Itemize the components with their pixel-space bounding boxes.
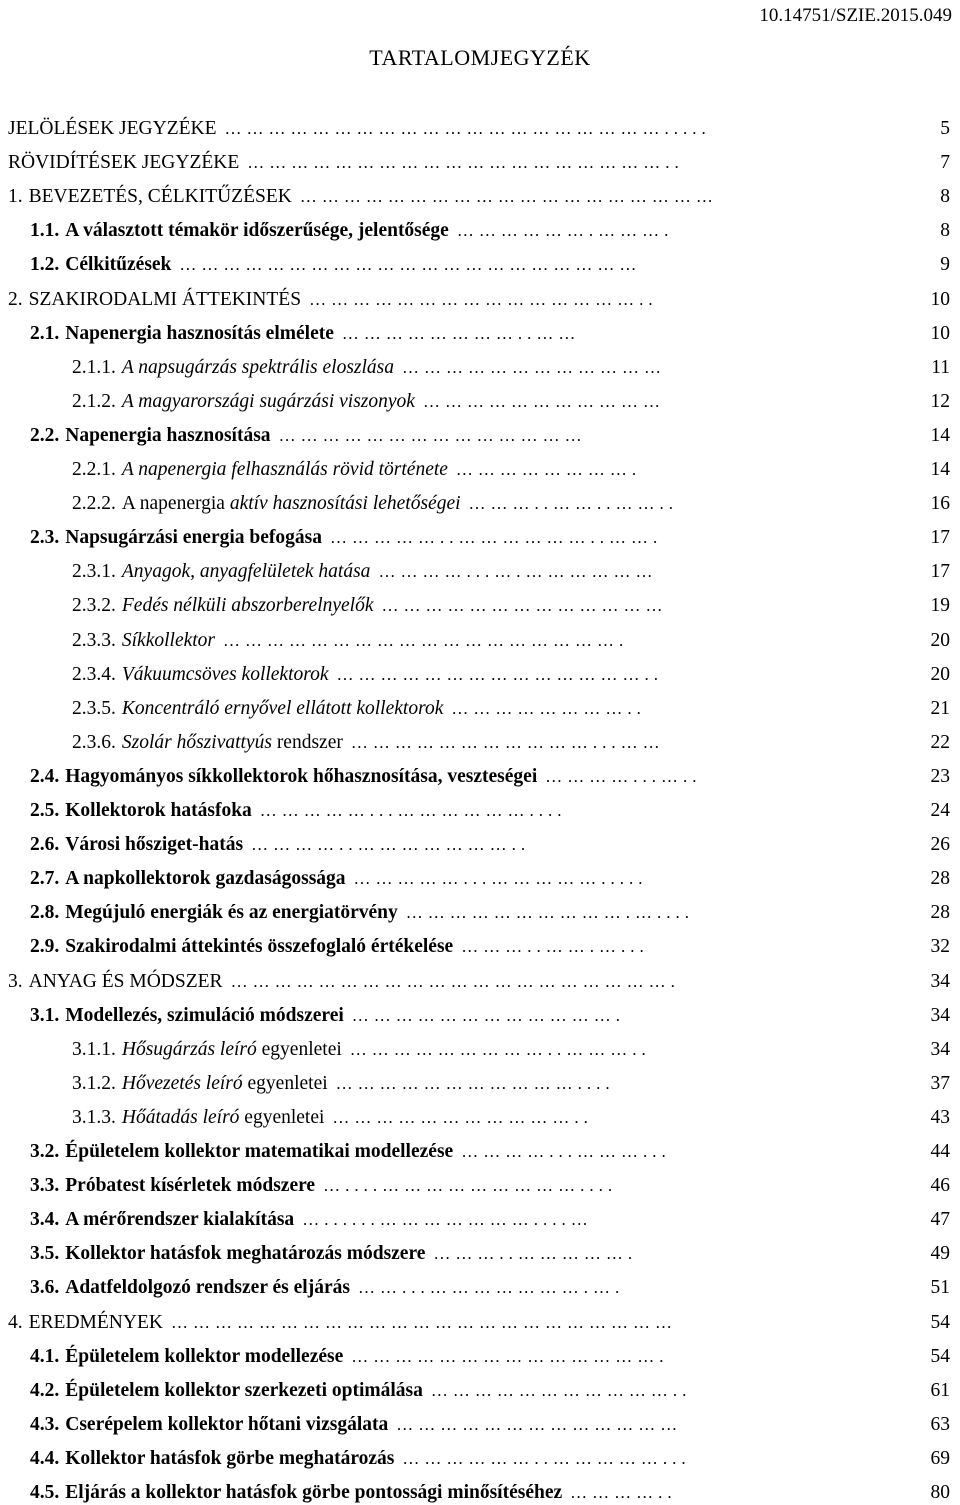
toc-entry — [72, 560, 950, 584]
toc-entry-title — [65, 1004, 344, 1028]
toc-entry-title — [65, 833, 243, 857]
toc-entry-leader: ……………….………. — [456, 221, 674, 241]
toc-entry-leader: ………………………………………………… — [299, 187, 718, 207]
toc-entry-title-text: Hősugárzás leíró — [121, 1038, 257, 1060]
toc-entry-title-text: Napsugárzási energia befogása — [65, 527, 322, 549]
toc-entry — [30, 799, 950, 823]
toc-entry — [72, 663, 950, 687]
toc-entry-title-text: Hőátadás leíró — [121, 1106, 240, 1128]
toc-entry-page: 63 — [930, 1413, 950, 1435]
toc-entry — [72, 356, 950, 380]
toc-entry-title-text: Kollektorok hatásfoka — [65, 800, 252, 821]
toc-entry-page: 37 — [930, 1072, 950, 1094]
toc-entry-page: 54 — [930, 1311, 950, 1333]
toc-entry-title-text: Síkkollektor — [121, 629, 216, 651]
toc-entry-leader: ……………………………………………………… — [179, 255, 642, 275]
toc-entry-leader: ……………………………… — [402, 357, 666, 377]
toc-entry-title-text: Épületelem kollektor modellezése — [65, 1345, 344, 1367]
toc-entry-title-text: SZAKIRODALMI ÁTTEKINTÉS — [28, 288, 302, 310]
toc-entry-title-text: Hagyományos síkkollektorok hőhasznosítása, veszteségei — [65, 765, 538, 787]
toc-entry-page: 20 — [930, 663, 950, 685]
toc-entry-title-text: Modellezés, szimuláció módszerei — [65, 1004, 344, 1026]
toc-entry-title-text: Napenergia hasznosítása — [65, 424, 271, 446]
toc-entry-title-text: Szolár hőszivattyús — [121, 731, 272, 753]
toc-entry — [72, 731, 950, 755]
toc-entry-number: 3.2. — [30, 1141, 60, 1162]
toc-entry-title-text: A választott témakör időszerűsége, jelentősége — [65, 220, 449, 242]
toc-entry-page: 16 — [930, 493, 950, 515]
toc-entry-title-text: Eljárás a kollektor hatásfok görbe pontossági minősítéséhez — [65, 1482, 563, 1503]
toc-entry-page: 14 — [930, 424, 950, 446]
toc-entry-page: 17 — [930, 527, 950, 549]
page-title: TARTALOMJEGYZÉK — [369, 45, 591, 70]
toc-entry-page: 8 — [940, 220, 950, 242]
toc-entry-leader: ……………………. — [455, 460, 642, 479]
toc-entry-title-text: Szakirodalmi áttekintés összefoglaló értékelése — [65, 936, 454, 958]
toc-entry — [30, 1379, 950, 1403]
toc-entry-title-text: Városi hősziget-hatás — [65, 834, 244, 856]
toc-entry-number: 4.5. — [30, 1482, 60, 1503]
toc-entry — [30, 322, 950, 346]
toc-entry-title-suffix: egyenletei — [242, 1072, 328, 1094]
toc-entry — [8, 970, 950, 994]
toc-entry — [30, 935, 950, 959]
toc-entry-number: 2.2.1. — [72, 459, 116, 480]
toc-entry-number: 2.1.1. — [72, 356, 116, 378]
toc-entry-title-text: Célkitűzések — [65, 254, 172, 276]
toc-entry-page: 34 — [930, 970, 950, 992]
toc-entry-leader: ……………………………………………………. — [230, 971, 680, 991]
toc-entry-number: 4. — [8, 1311, 23, 1333]
toc-entry-page: 12 — [930, 390, 950, 412]
toc-entry-page: 44 — [930, 1141, 950, 1162]
toc-entry — [72, 629, 950, 653]
toc-entry-title — [65, 424, 270, 448]
toc-entry-leader: …………..………………….. — [251, 835, 531, 855]
toc-entry-page: 61 — [930, 1379, 950, 1401]
toc-entry-leader: …………...………... — [461, 1142, 671, 1161]
toc-entry-title — [29, 288, 301, 312]
toc-entry-title-text: ANYAG ÉS MÓDSZER — [28, 970, 223, 992]
toc-entry-number: 3.1.3. — [72, 1106, 116, 1128]
toc-entry-page: 20 — [930, 629, 950, 651]
toc-entry-title — [8, 151, 239, 175]
toc-entry-title — [65, 1413, 388, 1437]
toc-entry-number: 3.4. — [30, 1209, 60, 1231]
toc-entry-title-text: Cserépelem kollektor hőtani vizsgálata — [65, 1413, 389, 1435]
toc-entry-leader: ………………………………… — [396, 1414, 683, 1434]
toc-entry-number: 2. — [8, 288, 23, 310]
toc-entry-number: 2.2. — [30, 424, 60, 446]
toc-entry-leader: ………..…….…... — [461, 937, 649, 957]
toc-entry-page: 23 — [930, 765, 950, 787]
toc-entry-leader: ……………………………………….. — [309, 289, 658, 309]
toc-entry-title — [65, 1379, 423, 1403]
toc-entry-title — [122, 1038, 342, 1062]
toc-entry-page: 28 — [930, 902, 950, 924]
toc-entry-number: 3.6. — [30, 1277, 60, 1299]
toc-entry-title-text: Anyagok, anyagfelületek hatása — [121, 561, 371, 583]
toc-entry-number: 2.3.6. — [72, 731, 116, 753]
toc-entry — [72, 1038, 950, 1062]
toc-entry — [8, 1311, 950, 1335]
toc-entry-title-text: JELÖLÉSEK JEGYZÉKE — [8, 118, 217, 139]
toc-entry-title — [122, 1072, 328, 1096]
toc-entry-page: 47 — [930, 1209, 950, 1231]
toc-entry-title-suffix: egyenletei — [256, 1038, 342, 1060]
toc-entry-title — [65, 765, 537, 789]
toc-entry-number: 2.2.2. — [72, 493, 116, 515]
toc-entry-page: 49 — [930, 1243, 950, 1265]
toc-entry-title-text: A mérőrendszer kialakítása — [65, 1209, 295, 1231]
toc-entry-number: 1.1. — [30, 220, 60, 242]
toc-entry-page: 46 — [930, 1175, 950, 1197]
toc-entry-page: 34 — [930, 1004, 950, 1026]
toc-entry-leader: ………………………….….... — [405, 903, 695, 923]
toc-entry-number: 2.9. — [30, 936, 60, 958]
toc-entry-title — [29, 1311, 163, 1335]
toc-entry-number: 2.1. — [30, 322, 60, 344]
toc-entry-number: 4.1. — [30, 1345, 60, 1367]
toc-entry-title-plain: A napenergia — [121, 493, 230, 515]
toc-entry-number: 2.5. — [30, 800, 60, 821]
toc-entry-title — [122, 492, 461, 516]
toc-entry-number: 4.2. — [30, 1379, 60, 1401]
toc-entry-number: 2.3. — [30, 527, 60, 549]
doi-header: 10.14751/SZIE.2015.049 — [759, 5, 952, 26]
toc-entry-page: 14 — [930, 459, 950, 480]
toc-entry-leader: …………………….. — [451, 698, 646, 718]
toc-entry-number: 2.4. — [30, 765, 60, 787]
toc-entry-number: 2.6. — [30, 834, 60, 856]
toc-entry-number: 2.3.5. — [72, 697, 116, 719]
toc-entry-number: 3.5. — [30, 1243, 60, 1265]
toc-entry-leader: ………………………………… — [381, 596, 668, 616]
toc-entry-title-text: Kollektor hatásfok görbe meghatározás — [65, 1447, 395, 1469]
toc-entry-leader: ………….. — [570, 1483, 677, 1502]
toc-entry-page: 28 — [930, 868, 950, 890]
toc-entry — [30, 253, 950, 277]
toc-entry-title-text: Kollektor hatásfok meghatározás módszere — [65, 1243, 426, 1265]
toc-entry-leader: ………………………………. — [351, 1005, 626, 1025]
toc-entry-page: 80 — [930, 1482, 950, 1503]
toc-entry-title-text: Vákuumcsöves kollektorok — [121, 663, 329, 685]
toc-entry-leader: …………………………………… — [278, 425, 587, 445]
toc-entry-title — [65, 1345, 343, 1369]
toc-entry-title-text: Próbatest kísérletek módszere — [65, 1175, 316, 1197]
toc-entry-title — [122, 731, 343, 755]
toc-entry-leader: ………………………………………………. — [223, 630, 629, 650]
toc-entry-leader: …....……………………….... — [323, 1176, 618, 1196]
toc-entry-page: 34 — [930, 1038, 950, 1060]
toc-entry — [30, 1447, 950, 1471]
toc-entry-title — [65, 253, 171, 277]
toc-entry-title-suffix: egyenletei — [239, 1106, 325, 1128]
toc-entry-title — [122, 1106, 325, 1130]
toc-entry-page: 24 — [930, 800, 950, 821]
toc-entry-title — [65, 799, 252, 823]
toc-entry-title — [65, 1208, 294, 1232]
toc-entry-number: 3.3. — [30, 1175, 60, 1197]
toc-entry-title — [122, 458, 448, 482]
toc-entry — [72, 1106, 950, 1130]
toc-entry-title — [65, 1276, 350, 1300]
toc-entry-leader: ………………………………………………….. — [247, 153, 684, 173]
toc-entry-title — [65, 1481, 562, 1505]
toc-entry-leader: ……………………..…… — [341, 323, 581, 343]
toc-entry-number: 2.8. — [30, 902, 60, 924]
toc-entry-title-text: Épületelem kollektor szerkezeti optimálása — [65, 1379, 423, 1401]
toc-entry-leader: ……………...……………….... — [259, 801, 567, 820]
toc-entry — [30, 424, 950, 448]
toc-entry-number: 2.7. — [30, 868, 60, 890]
toc-entry-number: 2.3.1. — [72, 561, 116, 583]
toc-entry — [72, 697, 950, 721]
toc-entry-title — [122, 697, 443, 721]
toc-entry-title-text: Fedés nélküli abszorberelnyelők — [121, 595, 374, 617]
toc-entry — [72, 1072, 950, 1096]
toc-entry-title-text: BEVEZETÉS, CÉLKITŰZÉSEK — [28, 186, 292, 208]
toc-entry-leader: …………………………………………………………… — [170, 1312, 677, 1332]
toc-entry-page: 69 — [930, 1447, 950, 1469]
toc-entry — [30, 1174, 950, 1198]
toc-entry-number: 3.1. — [30, 1004, 60, 1026]
toc-entry — [30, 833, 950, 857]
toc-entry-title — [65, 1174, 315, 1198]
toc-entry-leader: …………………………………….. — [336, 664, 664, 684]
toc-entry — [30, 1242, 950, 1266]
toc-entry-number: 3.1.1. — [72, 1038, 116, 1060]
toc-entry-title-text: A napsugárzás spektrális eloszlása — [121, 356, 394, 378]
toc-entry-number: 3. — [8, 970, 23, 992]
toc-entry — [8, 151, 950, 175]
toc-entry — [72, 594, 950, 618]
toc-entry-title — [65, 867, 345, 891]
toc-entry — [30, 1140, 950, 1164]
toc-entry-leader: ………..……..…….. — [468, 494, 679, 514]
toc-entry-leader: …………………………….. — [430, 1380, 692, 1400]
toc-entry-title-suffix: rendszer — [271, 731, 343, 753]
toc-entry-page: 43 — [930, 1106, 950, 1128]
toc-entry-number: 2.3.4. — [72, 663, 116, 685]
toc-entry — [8, 288, 950, 312]
toc-entry — [30, 867, 950, 891]
toc-entry-number: 1.2. — [30, 254, 60, 276]
toc-entry-title — [122, 356, 394, 380]
toc-entry — [30, 1208, 950, 1232]
toc-entry — [8, 185, 950, 209]
toc-entry-page: 8 — [940, 186, 950, 208]
toc-entry-number: 3.1.2. — [72, 1072, 116, 1094]
toc-entry-title — [8, 117, 217, 141]
toc-entry-title — [65, 1447, 394, 1471]
toc-entry — [30, 1345, 950, 1369]
toc-entry-title-text: Napenergia hasznosítás elmélete — [65, 322, 334, 344]
toc-entry-leader: …………………………….... — [335, 1073, 615, 1093]
toc-entry — [72, 390, 950, 414]
toc-entry-title-text: Koncentráló ernyővel ellátott kollektorok — [121, 697, 444, 719]
toc-entry-number: 4.4. — [30, 1447, 60, 1469]
toc-entry — [30, 219, 950, 243]
toc-entry-title-text: A napkollektorok gazdaságossága — [65, 868, 346, 890]
toc-entry-page: 17 — [930, 561, 950, 583]
toc-entry-leader: …………...….. — [545, 766, 702, 786]
toc-entry-title-text: Megújuló energiák és az energiatörvény — [65, 902, 398, 924]
toc-entry-number: 2.1.2. — [72, 390, 116, 412]
toc-entry-leader: …………………………….. — [332, 1107, 593, 1127]
toc-entry-title — [122, 390, 415, 414]
toc-entry-title-text: RÖVIDÍTÉSEK JEGYZÉKE — [8, 152, 240, 174]
toc-entry — [30, 526, 950, 550]
toc-entry — [30, 1276, 950, 1300]
toc-entry-title — [65, 526, 322, 550]
toc-entry-page: 7 — [940, 152, 950, 174]
toc-entry — [72, 458, 950, 482]
toc-entry-title — [65, 901, 398, 925]
toc-entry-title-text: Adatfeldolgozó rendszer és eljárás — [65, 1277, 350, 1299]
toc-entry-title — [65, 935, 453, 959]
toc-entry-leader: ……………...……………..... — [353, 869, 648, 889]
toc-entry-page: 51 — [930, 1277, 950, 1299]
toc-entry-leader: …………………………… — [422, 391, 665, 411]
toc-entry-page: 32 — [930, 936, 950, 958]
toc-entry-number: 2.3.3. — [72, 629, 116, 651]
toc-entry-title-text: Hővezetés leíró — [121, 1072, 243, 1094]
toc-entry-leader: ……………………………...…… — [350, 732, 665, 752]
toc-entry-leader: …………...….……………… — [378, 562, 658, 582]
toc-entry-page: 5 — [940, 118, 950, 139]
toc-entry-page: 22 — [930, 731, 950, 753]
toc-entry-leader: ………………..……………... — [402, 1448, 691, 1468]
toc-entry-leader: ……………………………………………………..... — [224, 119, 711, 138]
toc-entry-leader: ……………………………………. — [351, 1346, 669, 1366]
toc-entry — [30, 1481, 950, 1505]
toc-entry-title — [29, 185, 292, 209]
toc-entry-title — [65, 322, 334, 346]
toc-entry — [30, 1004, 950, 1028]
toc-entry-title — [122, 594, 374, 618]
toc-entry-page: 54 — [930, 1345, 950, 1367]
toc-entry — [30, 1413, 950, 1437]
toc-entry-page: 11 — [931, 356, 950, 378]
toc-entry-leader: ……………..………………..……. — [330, 528, 663, 548]
toc-entry-page: 26 — [930, 834, 950, 856]
toc-entry-leader: ………………………..……….. — [349, 1039, 651, 1059]
toc-entry-title — [29, 970, 223, 994]
toc-entry-leader: …......…………………....… — [302, 1210, 593, 1230]
toc-entry — [30, 765, 950, 789]
toc-entry-title-text: A napenergia felhasználás rövid története — [121, 459, 448, 480]
toc-entry — [72, 492, 950, 516]
toc-entry — [30, 901, 950, 925]
toc-entry-number: 1. — [8, 186, 23, 208]
toc-entry — [8, 117, 950, 141]
toc-entry-title — [65, 219, 449, 243]
toc-entry-title-text: EREDMÉNYEK — [28, 1311, 163, 1333]
toc-entry-page: 9 — [940, 254, 950, 276]
toc-entry-title — [122, 560, 371, 584]
toc-entry-number: 2.3.2. — [72, 595, 116, 617]
toc-entry-title-text: Épületelem kollektor matematikai modellezése — [65, 1141, 454, 1162]
toc-entry-leader: ……...………………….…. — [357, 1278, 625, 1298]
toc-entry-title — [122, 663, 329, 687]
toc-entry-title-text: aktív hasznosítási lehetőségei — [229, 493, 461, 515]
toc-entry-title-text: A magyarországi sugárzási viszonyok — [121, 390, 415, 412]
toc-entry-number: 4.3. — [30, 1413, 60, 1435]
toc-entry-title — [65, 1140, 453, 1164]
toc-entry-title — [122, 629, 215, 653]
toc-entry-page: 19 — [930, 595, 950, 617]
toc-entry-leader: ………..……………. — [433, 1244, 638, 1264]
toc-entry-page: 21 — [930, 697, 950, 719]
toc-entry-page: 10 — [930, 322, 950, 344]
toc-entry-page: 10 — [930, 288, 950, 310]
toc-entry-title — [65, 1242, 425, 1266]
